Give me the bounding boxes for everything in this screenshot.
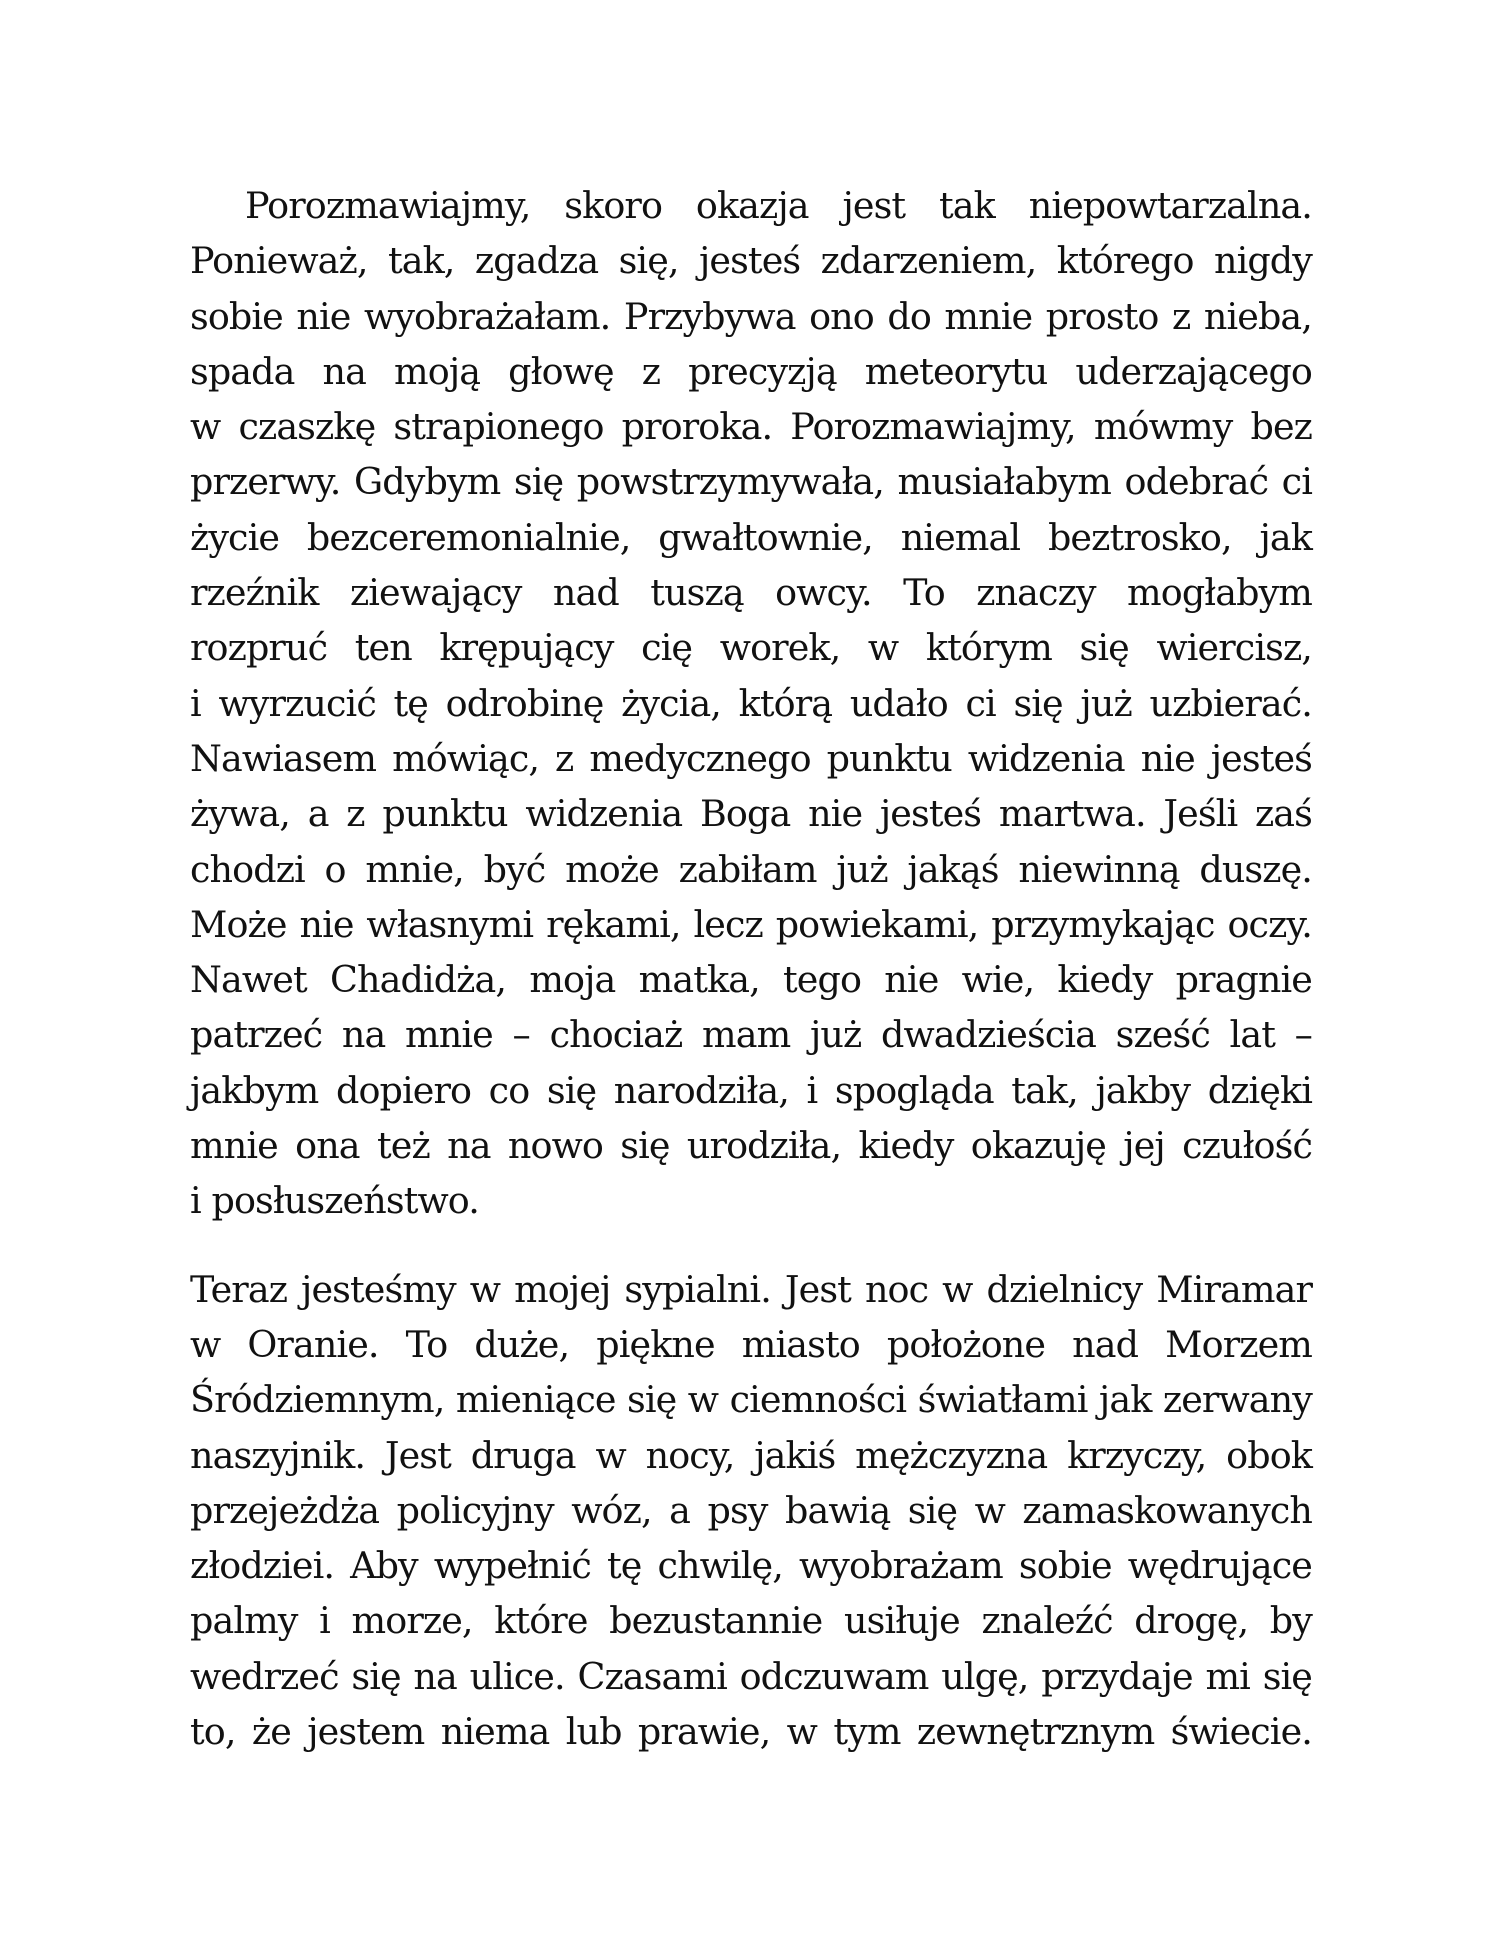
text-line: jakbym dopiero co się narodziła, i spogląda tak, jakby dzięki: [190, 1068, 1312, 1112]
text-line: patrzeć na mnie – chociaż mam już dwadzieścia sześć lat –: [190, 1013, 1312, 1057]
text-line: przejeżdża policyjny wóz, a psy bawią się w zamaskowanych: [190, 1488, 1312, 1532]
text-line: wedrzeć się na ulice. Czasami odczuwam ulgę, przydaje mi się: [190, 1654, 1312, 1698]
text-line: to, że jestem niema lub prawie, w tym zewnętrznym świecie.: [190, 1710, 1312, 1754]
text-line: Ponieważ, tak, zgadza się, jesteś zdarzeniem, którego nigdy: [190, 239, 1312, 283]
text-line: palmy i morze, które bezustannie usiłuje znaleźć drogę, by: [190, 1599, 1312, 1643]
text-line: Porozmawiajmy, skoro okazja jest tak niepowtarzalna.: [245, 184, 1312, 227]
paragraph-2: [190, 1262, 1312, 1760]
text-line: sobie nie wyobrażałam. Przybywa ono do mnie prosto z nieba,: [190, 294, 1312, 338]
text-line: Może nie własnymi rękami, lecz powiekami, przymykając oczy.: [190, 902, 1312, 946]
text-line: rzeźnik ziewający nad tuszą owcy. To znaczy mogłabym: [190, 571, 1312, 615]
document-page: [190, 178, 1312, 1759]
text-line: Nawet Chadidża, moja matka, tego nie wie, kiedy pragnie: [190, 958, 1312, 1002]
text-line: w Oranie. To duże, piękne miasto położone nad Morzem: [190, 1322, 1312, 1366]
text-line: życie bezceremonialnie, gwałtownie, niemal beztrosko, jak: [190, 515, 1312, 559]
text-line: naszyjnik. Jest druga w nocy, jakiś mężczyzna krzyczy, obok: [190, 1433, 1312, 1477]
text-line: i posłuszeństwo.: [190, 1179, 479, 1223]
text-line: Nawiasem mówiąc, z medycznego punktu widzenia nie jesteś: [190, 736, 1312, 780]
text-line: mnie ona też na nowo się urodziła, kiedy okazuję jej czułość: [190, 1124, 1312, 1168]
text-line: Śródziemnym, mieniące się w ciemności światłami jak zerwany: [190, 1378, 1312, 1422]
text-line: rozpruć ten krępujący cię worek, w którym się wiercisz,: [190, 626, 1312, 670]
text-line: Teraz jesteśmy w mojej sypialni. Jest noc w dzielnicy Miramar: [190, 1267, 1312, 1311]
text-line: w czaszkę strapionego proroka. Porozmawiajmy, mówmy bez: [190, 405, 1312, 449]
text-line: spada na moją głowę z precyzją meteorytu uderzającego: [190, 349, 1312, 393]
text-line: chodzi o mnie, być może zabiłam już jakąś niewinną duszę.: [190, 847, 1312, 891]
text-line: i wyrzucić tę odrobinę życia, którą udało ci się już uzbierać.: [190, 681, 1312, 725]
text-line: przerwy. Gdybym się powstrzymywała, musiałabym odebrać ci: [190, 460, 1312, 504]
text-line: złodziei. Aby wypełnić tę chwilę, wyobrażam sobie wędrujące: [190, 1544, 1312, 1588]
text-line: żywa, a z punktu widzenia Boga nie jesteś martwa. Jeśli zaś: [190, 792, 1312, 836]
paragraph-1: [190, 178, 1312, 1229]
